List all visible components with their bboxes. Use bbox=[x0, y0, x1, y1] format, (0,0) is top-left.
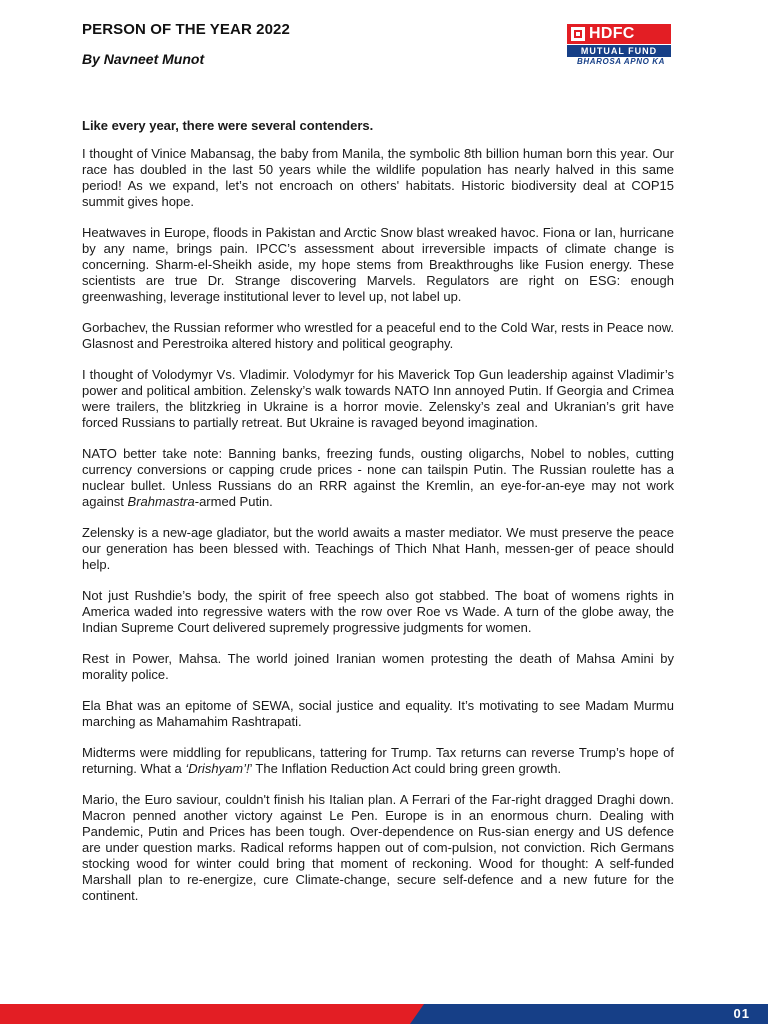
document-title: PERSON OF THE YEAR 2022 bbox=[82, 21, 290, 38]
hdfc-mutual-fund-logo bbox=[567, 24, 671, 67]
paragraph-vinice: I thought of Vinice Mabansag, the baby from Manila, the symbolic 8th billion human born this year. Our race has doubled in the last 50 years while the wildlife population has nearly halved in this same period! As we expand, let’s not encroach on others' habitats. Historic biodiversity deal at COP15 summit gives hope. bbox=[82, 146, 674, 209]
footer-red-band bbox=[0, 1004, 410, 1024]
paragraph-climate: Heatwaves in Europe, floods in Pakistan and Arctic Snow blast wreaked havoc. Fiona or Ian, hurricane by any name, brings pain. IPCC’s assessment about irreversible impacts of climate change is concerning. Sharm-el-Sheikh aside, my hope stems from Breakthroughs like Fusion energy. These scientists are true Dr. Strange discovering Marvels. Regulators are right on ESG: enough greenwashing, leverage institutional lever to level up, not label up. bbox=[82, 225, 674, 304]
page-number: 01 bbox=[733, 1006, 750, 1021]
logo-name: HDFC bbox=[589, 25, 635, 42]
author-byline: By Navneet Munot bbox=[82, 51, 205, 67]
paragraph-ela-bhat: Ela Bhat was an epitome of SEWA, social justice and equality. It’s motivating to see Madam Murmu marching as Mahamahim Rashtrapati. bbox=[82, 698, 674, 729]
midterms-text: Midterms were middling for republicans, tattering for Trump. Tax returns can reverse Trump’s hope of returning. What a bbox=[82, 745, 674, 776]
midterms-text-end: ’ The Inflation Reduction Act could bring green growth. bbox=[249, 761, 562, 776]
logo-tagline: BHAROSA APNO KA bbox=[567, 57, 671, 67]
paragraph-midterms bbox=[82, 745, 674, 777]
hdfc-square-icon bbox=[571, 27, 585, 41]
logo-subtitle: MUTUAL FUND bbox=[567, 45, 671, 57]
nato-text-end: -armed Putin. bbox=[194, 494, 273, 509]
paragraph-gorbachev: Gorbachev, the Russian reformer who wrestled for a peaceful end to the Cold War, rests in Peace now. Glasnost and Perestroika altered history and political geography. bbox=[82, 320, 674, 351]
article-lead: Like every year, there were several contenders. bbox=[82, 118, 374, 133]
paragraph-zelensky: Zelensky is a new-age gladiator, but the world awaits a master mediator. We must preserve the peace our generation has been blessed with. Teachings of Thich Nhat Hanh, messen-ger of peace should help. bbox=[82, 525, 674, 572]
paragraph-nato bbox=[82, 446, 674, 510]
footer-red-wedge bbox=[410, 1004, 424, 1024]
paragraph-volodymyr: I thought of Volodymyr Vs. Vladimir. Volodymyr for his Maverick Top Gun leadership against Vladimir’s power and political ambition. Zelensky’s walk towards NATO Inn annoyed Putin. If Georgia and Crimea were trailers, the blitzkrieg in Ukraine is a horror movie. Zelensky’s zeal and Ukranian’s grit have forced Russians to partially retreat. But Ukraine is ravaged beyond imagination. bbox=[82, 367, 674, 430]
paragraph-europe: Mario, the Euro saviour, couldn't finish his Italian plan. A Ferrari of the Far-right dragged Draghi down. Macron penned another victory against Le Pen. Europe is in an enormous churn. Dealing with Pandemic, Putin and Prices has been tough. Over-dependence on Rus-sian energy and US defence are under question marks. Radical reforms happen out of com-pulsion, not conviction. Rich Germans stocking wood for winter could bring that moment of reckoning. Wood for thought: A self-funded Marshall plan to re-energize, cure Climate-change, secure self-defence and a new future for the continent. bbox=[82, 792, 674, 903]
paragraph-mahsa: Rest in Power, Mahsa. The world joined Iranian women protesting the death of Mahsa Amini by morality police. bbox=[82, 651, 674, 682]
article-body bbox=[82, 118, 674, 919]
logo-red-band bbox=[567, 24, 671, 44]
paragraph-rushdie: Not just Rushdie’s body, the spirit of free speech also got stabbed. The boat of womens rights in America waded into regressive waters with the row over Roe vs Wade. A turn of the globe away, the Indian Supreme Court delivered supremely progressive judgments for women. bbox=[82, 588, 674, 635]
midterms-italic: ‘Drishyam’! bbox=[185, 761, 250, 776]
nato-text: NATO better take note: Banning banks, freezing funds, ousting oligarchs, Nobel to nobles, cutting currency conversions or capping crude prices - none can tailspin Putin. The Russian roulette has a nuclear bullet. Unless Russians do an RRR against the Kremlin, an eye-for-an-eye may not work against bbox=[82, 446, 674, 509]
nato-italic: Brahmastra bbox=[127, 494, 195, 509]
